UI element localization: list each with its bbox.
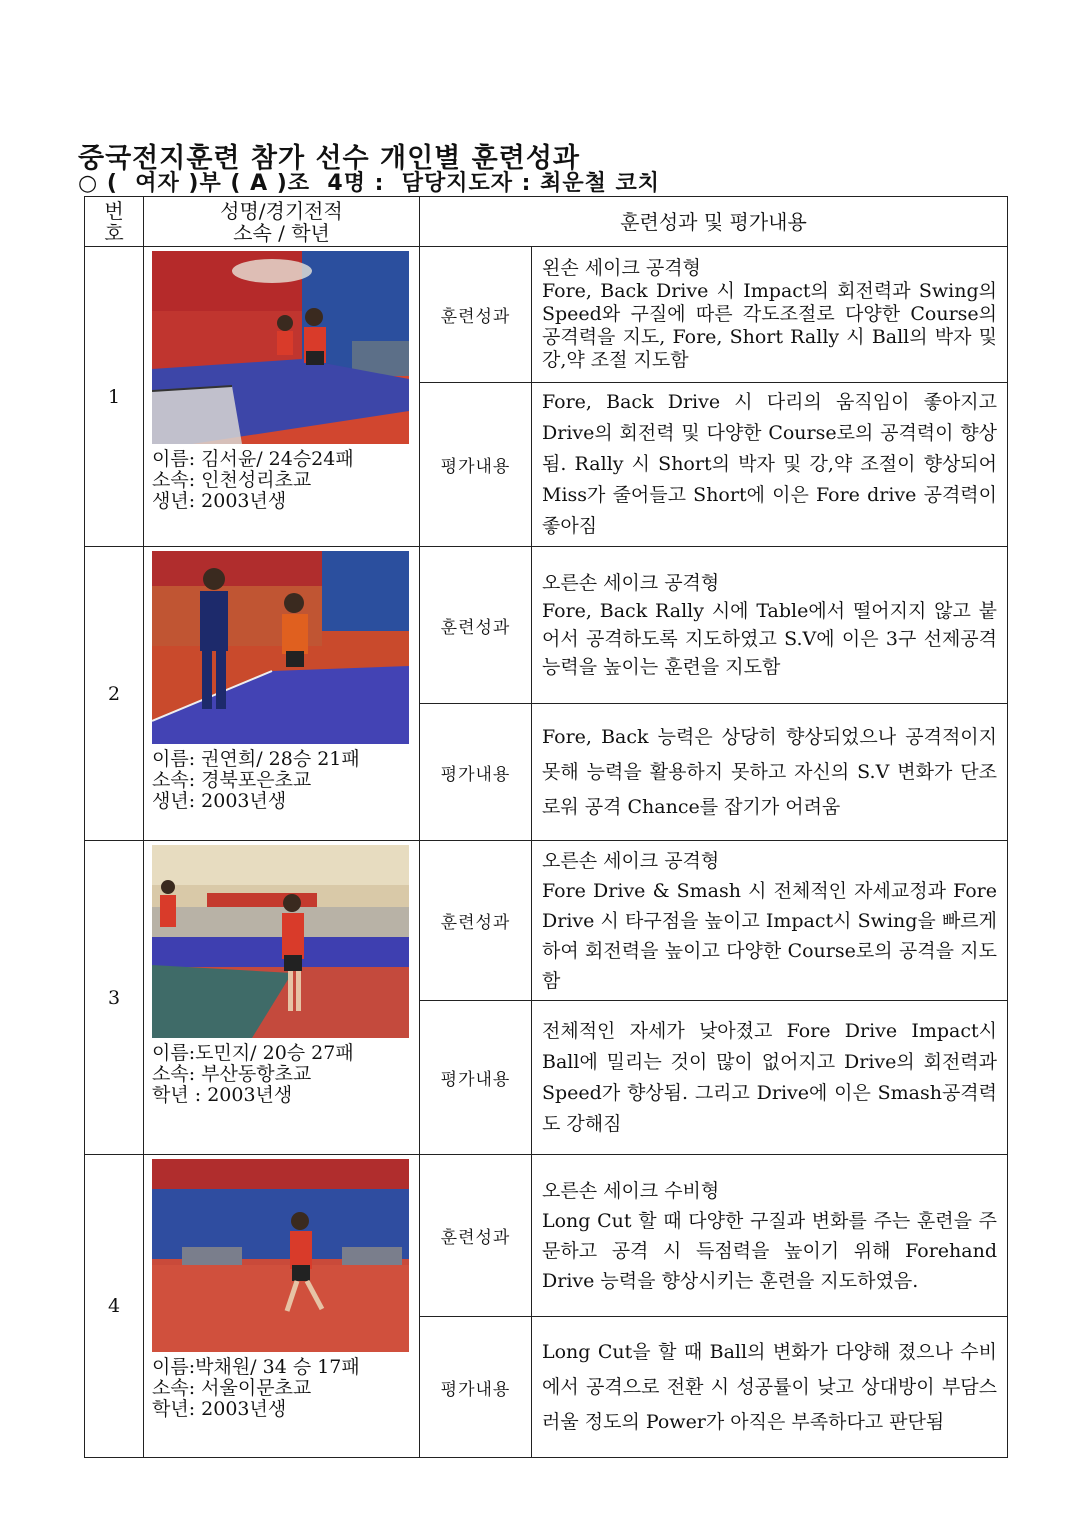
label-result: 훈련성과 xyxy=(420,1155,532,1317)
header-content: 훈련성과 및 평가내용 xyxy=(420,197,1008,247)
label-eval: 평가내용 xyxy=(420,704,532,841)
player-photo xyxy=(152,251,409,444)
play-style: 왼손 세이크 공격형 xyxy=(542,257,701,279)
label-eval: 평가내용 xyxy=(420,1317,532,1458)
label-eval: 평가내용 xyxy=(420,383,532,547)
page-subtitle: ○ ( 여자 )부 ( A )조 4명 : 담당지도자 : 최운철 코치 xyxy=(78,171,661,196)
result-content xyxy=(532,1155,1008,1317)
player-caption: 이름:도민지/ 20승 27패 소속: 부산동항초교 학년 : 2003년생 xyxy=(152,1042,354,1106)
player-info-cell xyxy=(144,1155,420,1458)
play-style: 오른손 세이크 수비형 xyxy=(542,1179,720,1202)
player-info-cell xyxy=(144,247,420,547)
header-name: 성명/경기전적 소속 / 학년 xyxy=(144,197,420,247)
header-number: 번 호 xyxy=(85,197,144,247)
play-style: 오른손 세이크 공격형 xyxy=(542,572,720,594)
table-row xyxy=(85,547,1008,704)
page-title: 중국전지훈련 참가 선수 개인별 훈련성과 xyxy=(78,143,580,174)
player-number: 2 xyxy=(85,547,144,841)
eval-content: Fore, Back Drive 시 다리의 움직임이 좋아지고 Drive의 회전력 및 다양한 Course로의 공격력이 향상됨. Rally 시 Short의 박자 및 강,약 조절이 향상되어 Miss가 줄어들고 Short에 이은 Fore drive 공격력이 좋아짐 xyxy=(532,383,1008,547)
player-number: 4 xyxy=(85,1155,144,1458)
player-photo xyxy=(152,1159,409,1352)
player-info-cell xyxy=(144,841,420,1155)
result-text: Fore Drive & Smash 시 전체적인 자세교정과 Fore Drive 시 타구점을 높이고 Impact시 Swing을 빠르게 하여 회전력을 높이고 다양한 Course로의 공격을 지도함 xyxy=(542,879,998,992)
player-photo xyxy=(152,845,409,1038)
table-row xyxy=(85,841,1008,1001)
table-row xyxy=(85,247,1008,383)
play-style: 오른손 세이크 공격형 xyxy=(542,849,720,872)
eval-content: Long Cut을 할 때 Ball의 변화가 다양해 졌으나 수비에서 공격으로 전환 시 성공률이 낮고 상대방이 부담스러울 정도의 Power가 아직은 부족하다고 판단됨 xyxy=(532,1317,1008,1458)
result-content xyxy=(532,841,1008,1001)
player-caption: 이름: 권연희/ 28승 21패 소속: 경북포은초교 생년: 2003년생 xyxy=(152,748,360,812)
result-content xyxy=(532,247,1008,383)
player-number: 1 xyxy=(85,247,144,547)
training-results-table xyxy=(84,196,1008,1458)
result-text: Fore, Back Drive 시 Impact의 회전력과 Swing의 Speed와 구질에 따른 각도조절로 다양한 Course의 공격력을 지도, Fore, Short Rally 시 Ball의 박자 및 강,약 조절 지도함 xyxy=(542,280,998,371)
player-caption: 이름:박채원/ 34 승 17패 소속: 서울이문초교 학년: 2003년생 xyxy=(152,1356,360,1420)
table-row xyxy=(85,1155,1008,1317)
label-result: 훈련성과 xyxy=(420,247,532,383)
table-header-row xyxy=(85,197,1008,247)
result-content xyxy=(532,547,1008,704)
player-number: 3 xyxy=(85,841,144,1155)
eval-content: Fore, Back 능력은 상당히 향상되었으나 공격적이지 못해 능력을 활용하지 못하고 자신의 S.V 변화가 단조로워 공격 Chance를 잡기가 어려움 xyxy=(532,704,1008,841)
player-photo xyxy=(152,551,409,744)
label-result: 훈련성과 xyxy=(420,841,532,1001)
result-text: Fore, Back Rally 시에 Table에서 떨어지지 않고 붙어서 공격하도록 지도하였고 S.V에 이은 3구 선제공격 능력을 높이는 훈련을 지도함 xyxy=(542,600,998,678)
player-caption: 이름: 김서윤/ 24승24패 소속: 인천성리초교 생년: 2003년생 xyxy=(152,448,354,512)
eval-content: 전체적인 자세가 낮아졌고 Fore Drive Impact시 Ball에 밀리는 것이 많이 없어지고 Drive의 회전력과 Speed가 향상됨. 그리고 Drive에 이은 Smash공격력도 강해짐 xyxy=(532,1001,1008,1155)
player-info-cell xyxy=(144,547,420,841)
label-result: 훈련성과 xyxy=(420,547,532,704)
result-text: Long Cut 할 때 다양한 구질과 변화를 주는 훈련을 주문하고 공격 시 득점력을 높이기 위해 Forehand Drive 능력을 향상시키는 훈련을 지도하였음. xyxy=(542,1209,998,1292)
label-eval: 평가내용 xyxy=(420,1001,532,1155)
